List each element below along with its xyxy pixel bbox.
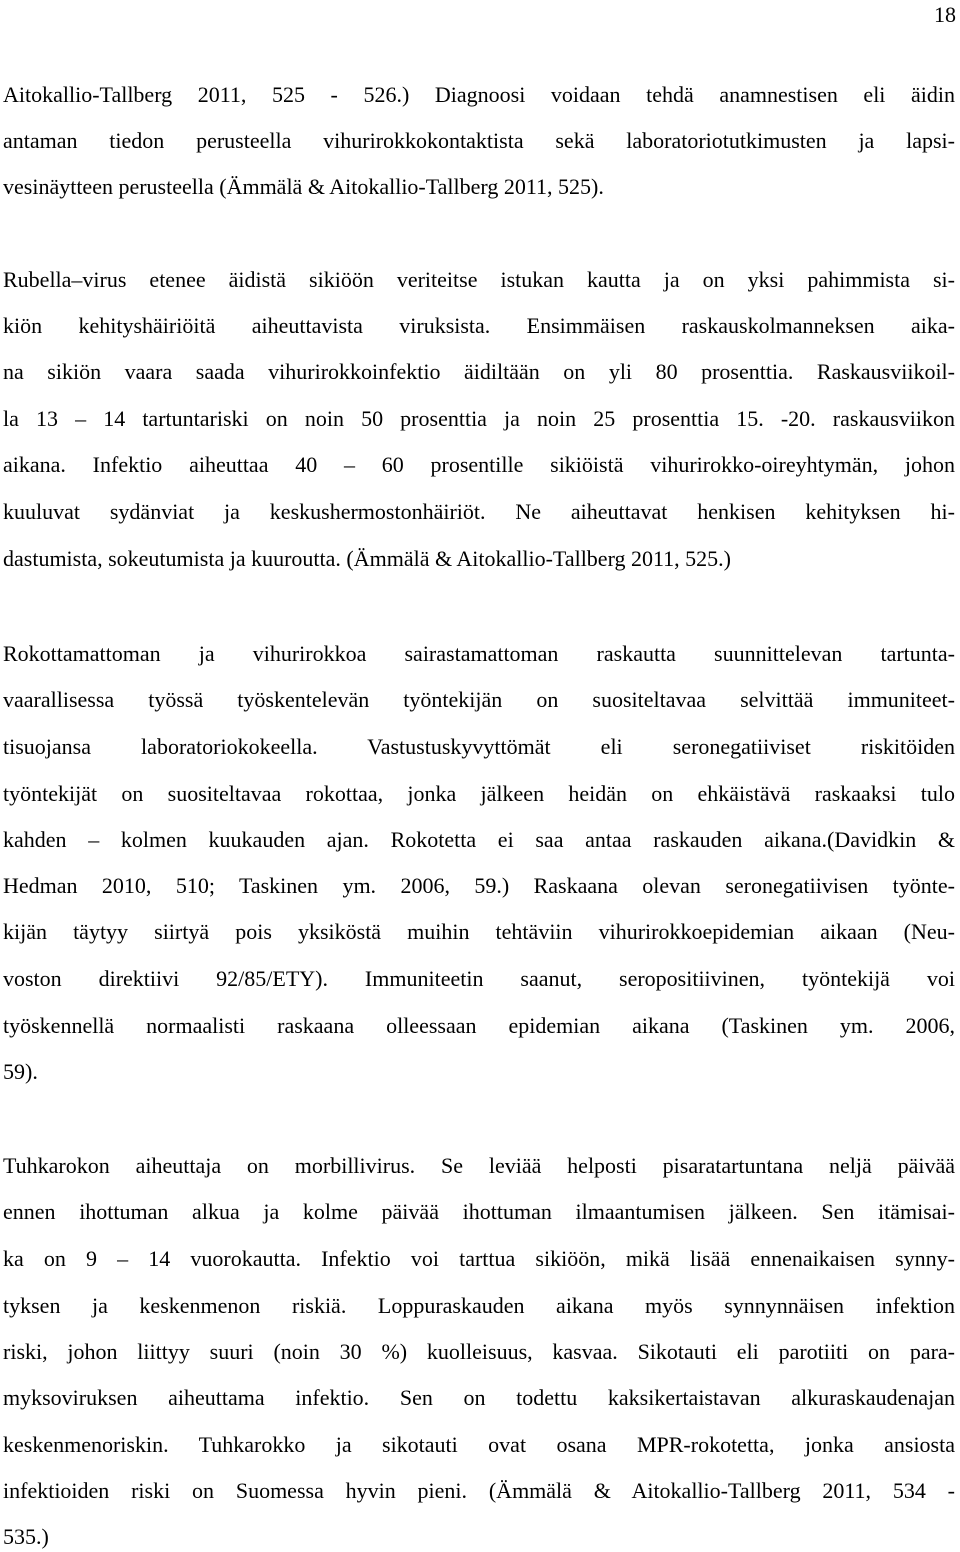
text-line: tyksen ja keskenmenon riskiä. Loppuraskauden aikana myös synnynnäisen infektion [3,1293,955,1318]
text-line: ka on 9 – 14 vuorokautta. Infektio voi tarttua sikiöön, mikä lisää ennenaikaisen synny- [3,1246,955,1271]
text-line: Hedman 2010, 510; Taskinen ym. 2006, 59.) Raskaana olevan seronegatiivisen työnte- [3,873,955,898]
text-line: antaman tiedon perusteella vihurirokkokontaktista sekä laboratoriotutkimusten ja lapsi- [3,128,955,153]
text-line: kuuluvat sydänviat ja keskushermostonhäiriöt. Ne aiheuttavat henkisen kehityksen hi- [3,499,955,524]
text-line: ennen ihottuman alkua ja kolme päivää ihottuman ilmaantumisen jälkeen. Sen itämisai- [3,1199,955,1224]
text-line: Tuhkarokon aiheuttaja on morbillivirus. Se leviää helposti pisaratartuntana neljä päivää [3,1153,955,1178]
text-line: Aitokallio-Tallberg 2011, 525 - 526.) Diagnoosi voidaan tehdä anamnestisen eli äidin [3,82,955,107]
page-number: 18 [934,2,956,27]
text-line: vaarallisessa työssä työskentelevän työntekijän on suositeltavaa selvittää immuniteet- [3,687,955,712]
text-line: myksoviruksen aiheuttama infektio. Sen on todettu kaksikertaistavan alkuraskaudenajan [3,1385,955,1410]
text-line: 59). [3,1059,38,1084]
text-line: voston direktiivi 92/85/ETY). Immuniteetin saanut, seropositiivinen, työntekijä voi [3,966,955,991]
text-line: kiön kehityshäiriöitä aiheuttavista viruksista. Ensimmäisen raskauskolmanneksen aika- [3,313,955,338]
text-line: aikana. Infektio aiheuttaa 40 – 60 prosentille sikiöistä vihurirokko-oireyhtymän, johon [3,452,955,477]
text-line: la 13 – 14 tartuntariski on noin 50 prosenttia ja noin 25 prosenttia 15. -20. raskausviikon [3,406,955,431]
text-line: kahden – kolmen kuukauden ajan. Rokotetta ei saa antaa raskauden aikana.(Davidkin & [3,827,955,852]
text-line: keskenmenoriskin. Tuhkarokko ja sikotauti ovat osana MPR-rokotetta, jonka ansiosta [3,1432,955,1457]
text-line: infektioiden riski on Suomessa hyvin pieni. (Ämmälä & Aitokallio-Tallberg 2011, 534 - [3,1478,955,1503]
text-line: vesinäytteen perusteella (Ämmälä & Aitokallio-Tallberg 2011, 525). [3,174,604,199]
text-line: Rokottamattoman ja vihurirokkoa sairastamattoman raskautta suunnittelevan tartunta- [3,641,955,666]
text-line: dastumista, sokeutumista ja kuuroutta. (Ämmälä & Aitokallio-Tallberg 2011, 525.) [3,546,732,571]
text-line: työntekijät on suositeltavaa rokottaa, jonka jälkeen heidän on ehkäistävä raskaaksi tulo [3,781,955,806]
text-line: tisuojansa laboratoriokokeella. Vastustuskyvyttömät eli seronegatiiviset riskitöiden [3,734,955,759]
text-line: kijän täytyy siirtyä pois yksiköstä muihin tehtäviin vihurirokkoepidemian aikaan (Neu- [3,919,955,944]
text-line: na sikiön vaara saada vihurirokkoinfektio äidiltään on yli 80 prosenttia. Raskausviikoil- [3,359,955,384]
text-line: 535.) [3,1524,49,1549]
text-line: työskennellä normaalisti raskaana olleessaan epidemian aikana (Taskinen ym. 2006, [3,1013,955,1038]
text-line: riski, johon liittyy suuri (noin 30 %) kuolleisuus, kasvaa. Sikotauti eli parotiiti on para- [3,1339,955,1364]
text-line: Rubella–virus etenee äidistä sikiöön veriteitse istukan kautta ja on yksi pahimmista si- [3,267,955,292]
